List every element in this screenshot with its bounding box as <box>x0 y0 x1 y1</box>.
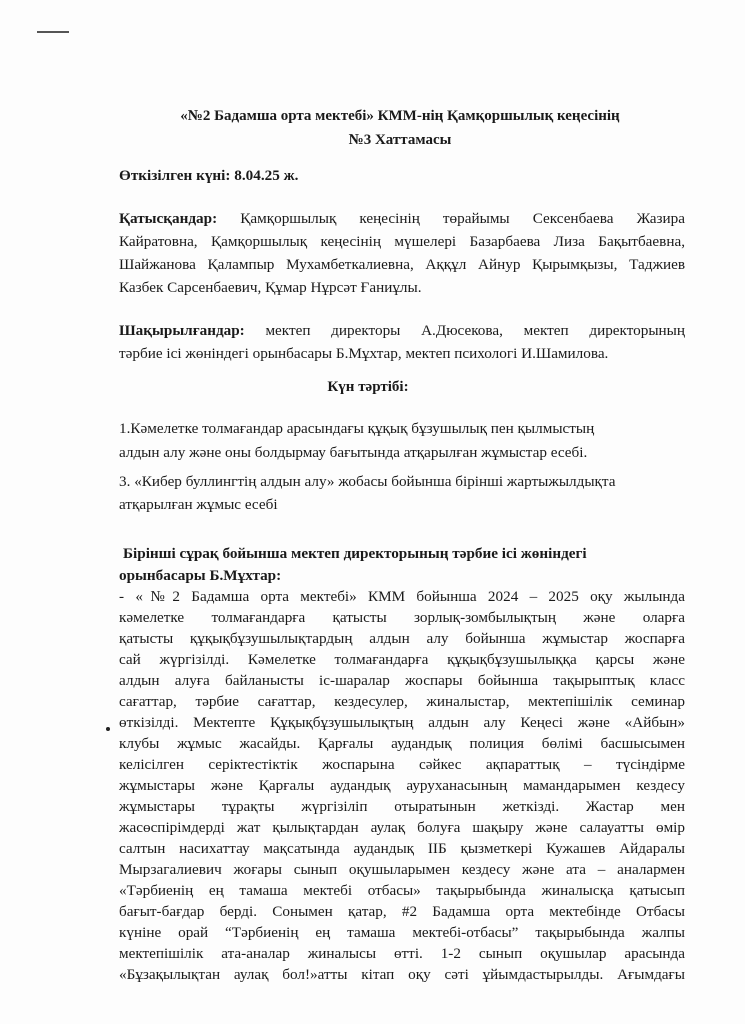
question-1-heading-line-2: орынбасары Б.Мұхтар: <box>119 567 282 584</box>
body-line: жұмыстары тұрақты жүргізіліп отыратынын жеткізді. Жастар мен <box>119 798 685 815</box>
scan-dot <box>106 727 110 731</box>
body-line: жасөспірімдерді жат қылықтардан аулақ болуға шақыру және салауатты өмір <box>119 819 685 836</box>
agenda-item-1-line-1: 1.Кәмелетке толмағандар арасындағы құқық бұзушылық пен қылмыстың <box>119 420 595 437</box>
body-line: жұмыстары және Қарғалы аудандық ауруханасының мамандарымен кездесу <box>119 777 685 794</box>
participants-line-2: Кайратовна, Қамқоршылық кеңесінің мүшелері Базарбаева Лиза Бақытбаевна, <box>119 233 685 250</box>
participants-line-4: Казбек Сарсенбаевич, Құмар Нұрсәт Ғаниұлы. <box>119 279 422 296</box>
body-line: мектепішілік ата-аналар жиналысы өтті. 1-2 сынып оқушылар арасында <box>119 945 685 962</box>
body-line: күніне орай “Тәрбиенің ең тамаша мектебі-отбасы” тақырыбында жалпы <box>119 924 685 941</box>
participants-label: Қатысқандар: <box>119 210 218 227</box>
body-line: қатысты құқықбұзушылықтардың алдын алу бойынша жұмыстар жоспарға <box>119 630 685 647</box>
body-line: сағаттар, тәрбие сағаттар, кездесулер, жиналыстар, мектепішілік семинар <box>119 693 685 710</box>
body-line: кәмелетке толмағандарға қатысты зорлық-зомбылықтың және оларға <box>119 609 685 626</box>
invited-line-1 <box>119 321 685 341</box>
agenda-item-1-line-2: алдын алу және оны болдырмау бағытында атқарылған жұмыстар есебі. <box>119 444 588 461</box>
body-line: - «№2 Бадамша орта мектебі» КММ бойынша 2024 – 2025 оқу жылында <box>119 588 685 605</box>
body-line: «Бұзақылықтан аулақ бол!»атты кітап оқу сәті ұйымдастырылды. Ағымдағы <box>119 966 685 983</box>
body-line: клубы жұмыс жасайды. Қарғалы аудандық полиция бөлімі басшысымен <box>119 735 685 752</box>
body-line: «Тәрбиенің ең тамаша мектебі отбасы» тақырыбында жиналысқа қатысып <box>119 882 685 899</box>
body-line: өткізілді. Мектепте Құқықбұзушылықтың алдын алу Кеңесі және «Айбын» <box>119 714 685 731</box>
invited-label: Шақырылғандар: <box>119 322 245 339</box>
question-1-heading-line-1: Бірінші сұрақ бойынша мектеп директорының тәрбие ісі жөніндегі <box>123 545 587 562</box>
document-title-line2: №3 Хаттамасы <box>348 132 452 148</box>
body-line: бағыт-бағдар берді. Сонымен қатар, #2 Бадамша орта мектебінде Отбасы <box>119 903 685 920</box>
participants-text-1: Қамқоршылық кеңесінің төрайымы Сексенбаева Жазира <box>240 210 685 227</box>
agenda-item-3-line-2: атқарылған жұмыс есебі <box>119 496 278 513</box>
body-line: салтын насихаттау мақсатында аудандық ІІБ қызметкері Кужашев Айдаралы <box>119 840 685 857</box>
document-title-line1: «№2 Бадамша орта мектебі» КММ-нің Қамқоршылық кеңесінің <box>180 108 620 124</box>
scan-mark <box>37 31 69 33</box>
invited-line-2: тәрбие ісі жөніндегі орынбасары Б.Мұхтар, мектеп психологі И.Шамилова. <box>119 345 609 362</box>
invited-text-1: мектеп директоры А.Дюсекова, мектеп директорының <box>265 322 685 339</box>
participants-line-1 <box>119 209 685 229</box>
body-line: келісілген серіктестіктік жоспарына сәйкес ақпараттық – түсіндірме <box>119 756 685 773</box>
body-line: сай жүргізілді. Кәмелетке толмағандарға құқықбұзушылыққа қарсы және <box>119 651 685 668</box>
participants-line-3: Шайжанова Қалампыр Мухамбеткалиевна, Аққұл Айнур Қырымқызы, Таджиев <box>119 256 685 273</box>
body-line: алдын алуға байланысты іс-шаралар жоспары бойынша тақырыптық класс <box>119 672 685 689</box>
agenda-title: Күн тәртібі: <box>327 379 409 395</box>
meeting-date: Өткізілген күні: 8.04.25 ж. <box>119 167 299 184</box>
body-line: Мырзагалиевич жоғары сынып оқушыларымен кездесу және ата – аналармен <box>119 861 685 878</box>
agenda-item-3-line-1: 3. «Кибер буллингтің алдын алу» жобасы бойынша бірінші жартыжылдықта <box>119 473 616 490</box>
